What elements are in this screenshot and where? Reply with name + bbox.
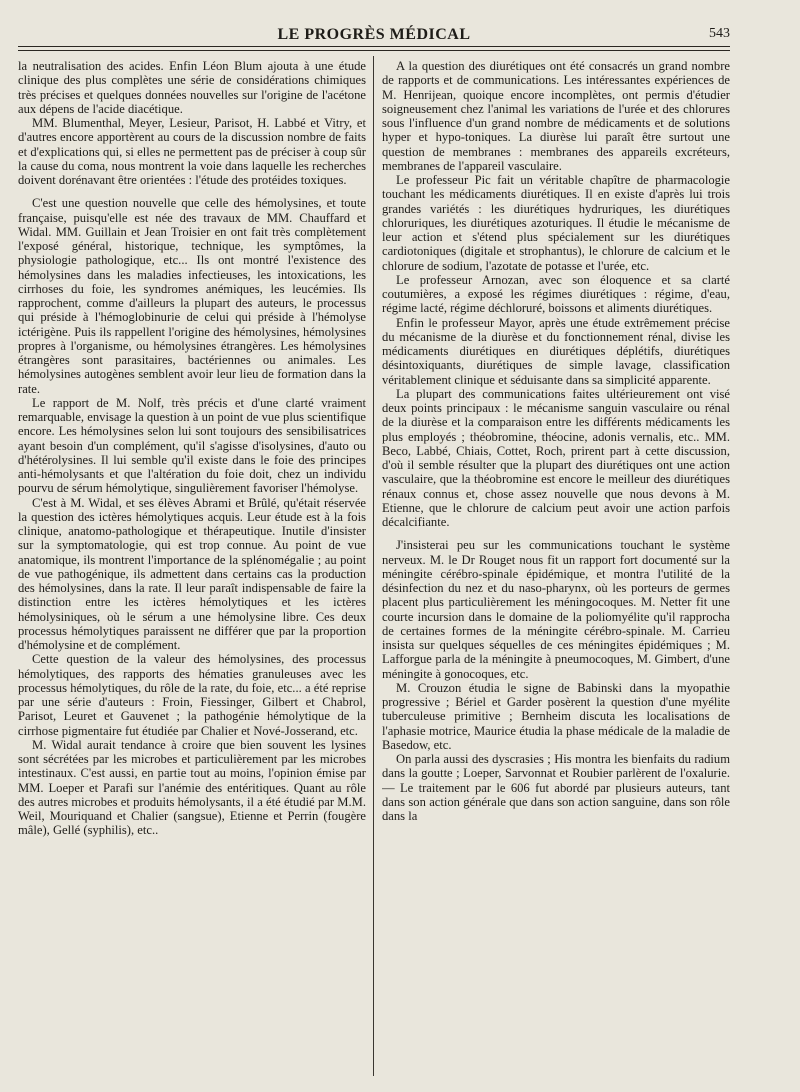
header-rule-top	[18, 46, 730, 47]
paragraph: La plupart des communications faites ultérieurement ont visé deux points principaux : le mécanisme sanguin vasculaire ou rénal de la diurèse et la comparaison entre les différents médicaments les plus employés ; théobromine, théocine, adonis vernalis, etc.. MM. Beco, Labbé, Chiais, Cottet, Roch, prirent part à cette discussion, d'où il semble résulter que la plupart des diurétiques ont une action vasculaire, que la théobromine est encore le meilleur des diurétiques rénaux connus et, chose assez nouvelle que nous devons à M. Etienne, que le chlorure de calcium peut avoir une action parfois décalcifiante.	[382, 386, 730, 529]
paragraph: M. Crouzon étudia le signe de Babinski dans la myopathie progressive ; Bériel et Garder posèrent la question d'une myélite tuberculeuse primitive ; Bernheim discuta les localisations de l'aphasie motrice, Maurice étudia la phase médicale de la maladie de Basedow, etc.	[382, 680, 730, 752]
paragraph: Enfin le professeur Mayor, après une étude extrêmement précise du mécanisme de la diurèse et du fonctionnement rénal, divise les médicaments diurétiques en diurétiques déplétifs, diurétiques désintoxiquants, diurétiques de simple lavage, classification véritablement clinique et séduisante dans sa simplicité apparente.	[382, 315, 730, 387]
paragraph: Cette question de la valeur des hémolysines, des processus hémolytiques, des rapports des hématies granuleuses avec les processus hémolytiques, du rôle de la rate, du foie, etc... a été reprise par une série d'auteurs : Froin, Fiessinger, Gilbert et Chabrol, Parisot, Leuret et Gauvenet ; la pathogénie hémolytique de la cirrhose pigmentaire fut étudiée par Chalier et Nové-Josserand, etc.	[18, 652, 366, 738]
paragraph: M. Widal aurait tendance à croire que bien souvent les lysines sont sécrétées par les microbes et particulièrement par les microbes intestinaux. C'est aussi, en partie tout au moins, l'opinion émise par MM. Loeper et Parafi sur l'anémie des entéritiques. Quant au rôle des autres microbes et produits hémolysants, il a été étudié par M.M. Weil, Mouriquand et Chalier (sangsue), Etienne et Perrin (fougère mâle), Gellé (syphilis), etc..	[18, 737, 366, 838]
paragraph: MM. Blumenthal, Meyer, Lesieur, Parisot, H. Labbé et Vitry, et d'autres encore apportèrent au cours de la discussion nombre de faits et d'explications qui, si elles ne permettent pas de préciser à coup sûr la cause du coma, nous montrent la voie dans laquelle les recherches doivent dorénavant être orientées : l'étude des protéides toxiques.	[18, 116, 366, 187]
journal-title: LE PROGRÈS MÉDICAL	[277, 26, 471, 43]
paragraph: A la question des diurétiques ont été consacrés un grand nombre de rapports et de communications. Les intéressantes expériences de M. Henrijean, quoique encore incomplètes, ont permis d'étudier soigneusement chez l'animal les variations de l'urée et des chlorures sous l'influence d'un grand nombre de médicaments et de solutions hyper et hypo-toniques. La diurèse lui paraît être surtout une question de membranes : membranes des appareils excréteurs, membranes de l'appareil vasculaire.	[382, 59, 730, 173]
page-number: 543	[709, 26, 730, 41]
paragraph: Le professeur Pic fait un véritable chapître de pharmacologie touchant les médicaments diurétiques. Il en existe d'après lui trois grandes variétés : les diurétiques hydruriques, les diurétiques chloruriques, les diurétiques azoturiques. Il étudie le mécanisme de leur action et s'étend plus spécialement sur les diurétiques cardiotoniques (digitale et strophantus), le chlorure de calcium et le chlorure de sodium, l'azotate de potasse et l'urée, etc.	[382, 173, 730, 273]
running-header	[18, 22, 730, 48]
left-column	[18, 59, 366, 1079]
paragraph: On parla aussi des dyscrasies ; His montra les bienfaits du radium dans la goutte ; Loeper, Sarvonnat et Roubier parlèrent de l'oxalurie. — Le traitement par le 606 fut abordé par plusieurs auteurs, tant dans son action générale que dans son action sanguine, dans son rôle dans la	[382, 752, 730, 823]
paragraph: C'est à M. Widal, et ses élèves Abrami et Brûlé, qu'était réservée la question des ictères hémolytiques acquis. Leur étude est à la fois clinique, anatomo-pathologique et thérapeutique. Inutile d'insister sur la symptomatologie, qui est trop connue. Au point de vue anatomique, ils montrent l'importance de la splénomégalie ; au point de vue pathogénique, ils admettent dans certains cas la production des hémolysines, dans la rate. Il leur paraît indispensable de faire la distinction entre les ictères hémolytiques et les ictères hémolysiniques, où le sérum a une hémolysine libre. Ces deux processus hémolytiques paraissent ne différer que par la proportion d'hémolysine et de complément.	[18, 495, 366, 652]
paragraph: Le rapport de M. Nolf, très précis et d'une clarté vraiment remarquable, envisage la question à un point de vue plus scientifique encore. Les hémolysines selon lui sont toujours des sensibilisatrices ayant besoin d'un complément, qu'il s'agisse d'isolysines, d'auto ou d'hétérolysines. Il lui semble qu'il existe dans le foie des principes anti-hémolysants et que l'altération du foie doit, chez un individu pourvu de sérum hémolytique, singulièrement favoriser l'hémolyse.	[18, 395, 366, 496]
header-rule-bottom	[18, 50, 730, 51]
column-divider	[373, 56, 374, 1076]
paragraph: J'insisterai peu sur les communications touchant le système nerveux. M. le Dr Rouget nous fit un rapport fort documenté sur la méningite cérébro-spinale épidémique, et montra l'utilité de la désinfection du nez et du naso-pharynx, où les porteurs de germes placent plus particulièrement les méningocoques. M. Netter fit une courte incursion dans le domaine de la poliomyélite qu'il rapprocha de certaines formes de la méningite cérébro-spinale. M. Carrieu insista sur quelques séquelles de ces méningites épidémiques ; M. Lafforgue parla de la méningite à pneumocoques, M. Gimbert, d'une méningite à gonocoques, etc.	[382, 538, 730, 681]
paragraph: Le professeur Arnozan, avec son éloquence et sa clarté coutumières, a exposé les régimes diurétiques : régime, d'eau, régime lacté, régime déchloruré, boissons et aliments diurétiques.	[382, 272, 730, 316]
paragraph: C'est une question nouvelle que celle des hémolysines, et toute française, puisqu'elle est née des travaux de MM. Chauffard et Widal. MM. Guillain et Jean Troisier en ont fait très complètement l'exposé général, historique, technique, les symptômes, la physiologie pathologique, etc... Ils ont montré l'existence des hémolysines dans les maladies infectieuses, les intoxications, les cirrhoses du foie, les syndromes anémiques, les leucémies. Ils rapprochent, comme d'ailleurs la plupart des auteurs, le processus qui préside à l'hémoglobinurie de celui qui préside à l'hémolyse ictérigène. Puis ils rappellent l'origine des hémolysines, hémolysines propres à l'organisme, ou hémolysines étrangères. Les hémolysines étrangères sont parasitaires, bactériennes ou animales. Les hémolysines autogènes semblent avoir leur lieu de formation dans la rate.	[18, 196, 366, 396]
paragraph: la neutralisation des acides. Enfin Léon Blum ajouta à une étude clinique des plus complètes une série de considérations chimiques très précises et quelques données nouvelles sur l'origine de l'acétone aux dépens de l'acide diacétique.	[18, 59, 366, 116]
right-column	[382, 59, 730, 1079]
